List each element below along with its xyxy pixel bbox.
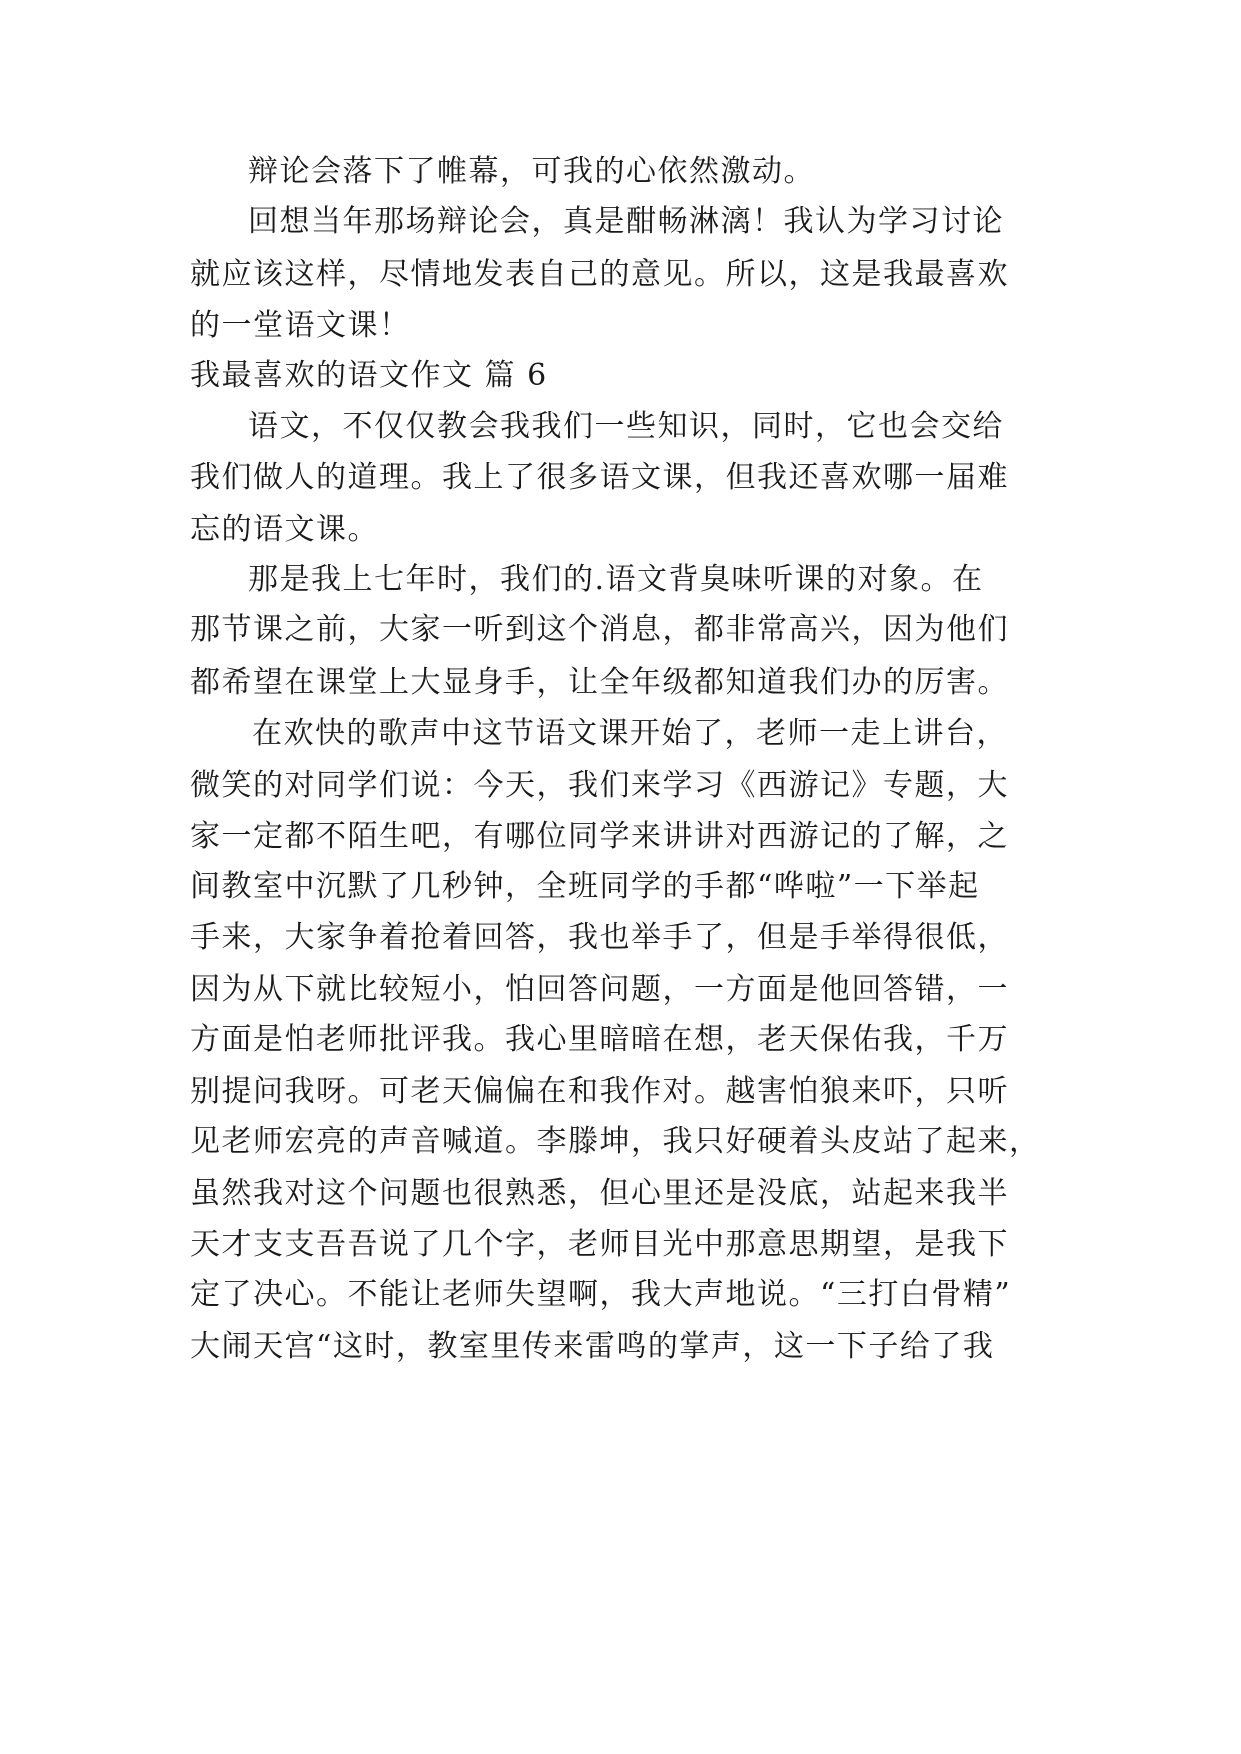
text-line: 就应该这样，尽情地发表自己的意见。所以，这是我最喜欢	[190, 257, 1009, 292]
text-line: 家一定都不陌生吧，有哪位同学来讲讲对西游记的了解，之	[190, 819, 1009, 854]
text-line: 手来，大家争着抢着回答，我也举手了，但是手举得很低，	[190, 920, 1009, 955]
text-line: 别提问我呀。可老天偏偏在和我作对。越害怕狼来吓，只听	[190, 1074, 1009, 1109]
text-line: 那是我上七年时，我们的.语文背臭味听课的对象。在	[248, 562, 984, 597]
text-line: 我们做人的道理。我上了很多语文课，但我还喜欢哪一届难	[190, 460, 1009, 495]
text-line: 微笑的对同学们说：今天，我们来学习《西游记》专题，大	[190, 768, 1009, 803]
text-line: 方面是怕老师批评我。我心里暗暗在想，老天保佑我，千万	[190, 1022, 1009, 1057]
text-line: 虽然我对这个问题也很熟悉，但心里还是没底，站起来我半	[190, 1176, 1009, 1211]
text-line: 见老师宏亮的声音喊道。李滕坤，我只好硬着头皮站了起来，	[190, 1124, 1041, 1159]
text-line: 天才支支吾吾说了几个字，老师目光中那意思期望，是我下	[190, 1227, 1009, 1262]
text-line: 间教室中沉默了几秒钟，全班同学的手都“哗啦”一下举起	[190, 869, 980, 904]
text-line: 定了决心。不能让老师失望啊，我大声地说。“三打白骨精”	[190, 1277, 1012, 1312]
text-line: 那节课之前，大家一听到这个消息，都非常高兴，因为他们	[190, 612, 1009, 647]
text-line: 忘的语文课。	[190, 512, 379, 547]
text-line: 都希望在课堂上大显身手，让全年级都知道我们办的厉害。	[190, 665, 1009, 700]
text-line: 在欢快的歌声中这节语文课开始了，老师一走上讲台，	[252, 716, 1008, 751]
text-line: 辩论会落下了帷幕，可我的心依然激动。	[248, 154, 815, 189]
text-line: 因为从下就比较短小，怕回答问题，一方面是他回答错，一	[190, 972, 1009, 1007]
text-line: 大闹天宫“这时，教室里传来雷鸣的掌声，这一下子给了我	[190, 1329, 995, 1364]
text-line: 的一堂语文课！	[190, 308, 411, 343]
text-line: 语文，不仅仅教会我我们一些知识，同时，它也会交给	[248, 409, 1004, 444]
text-line: 回想当年那场辩论会，真是酣畅淋漓！我认为学习讨论	[248, 204, 1004, 239]
section-heading: 我最喜欢的语文作文 篇 6	[190, 358, 548, 393]
